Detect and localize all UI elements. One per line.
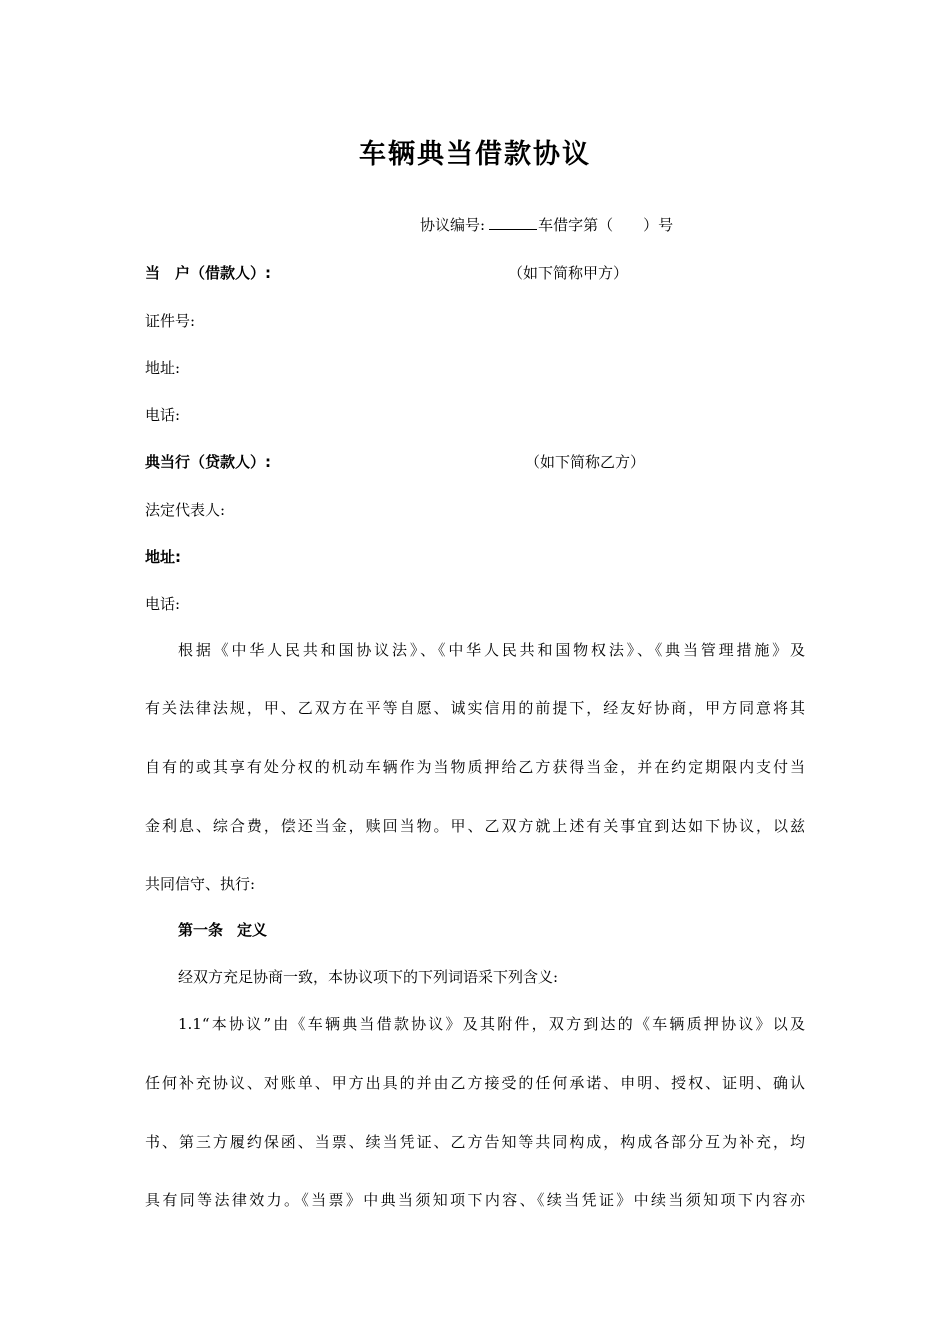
pawner-note: （如下简称甲方） — [508, 264, 629, 282]
preamble-line: 有关法律法规，甲、乙双方在平等自愿、诚实信用的前提下，经友好协商，甲方同意将其 — [145, 699, 805, 717]
pawner-address-label: 地址: — [145, 359, 181, 377]
clause-1-1-line: 书、第三方履约保函、当票、续当凭证、乙方告知等共同构成，构成各部分互为补充，均 — [145, 1133, 805, 1151]
pawnshop-rep-label: 法定代表人: — [145, 501, 226, 519]
preamble-line: 根据《中华人民共和国协议法》、《中华人民共和国物权法》、《典当管理措施》及 — [178, 641, 805, 659]
clause-1-1-line: 具有同等法律效力。《当票》中典当须知项下内容、《续当凭证》中续当须知项下内容亦 — [145, 1191, 805, 1209]
agreement-number — [420, 214, 673, 235]
pawnshop-phone-label: 电话: — [145, 595, 181, 613]
pawner-label: 当 户（借款人）: — [145, 264, 271, 282]
article-1-number: 第一条 — [178, 921, 224, 939]
article-1-intro: 经双方充足协商一致，本协议项下的下列词语采下列含义: — [178, 968, 559, 986]
preamble-line: 共同信守、执行: — [145, 875, 256, 893]
preamble-line: 金利息、综合费，偿还当金，赎回当物。甲、乙双方就上述有关事宜到达如下协议，以兹 — [145, 817, 805, 835]
agreement-number-blank — [489, 215, 537, 230]
pawner-phone-label: 电话: — [145, 406, 181, 424]
pawner-id-label: 证件号: — [145, 312, 196, 330]
pawnshop-address-label: 地址: — [145, 548, 181, 566]
article-1-heading — [178, 919, 267, 940]
pawnshop-note: （如下简称乙方） — [525, 453, 646, 471]
document-title: 车辆典当借款协议 — [359, 139, 591, 170]
agreement-number-label: 协议编号: — [420, 216, 486, 234]
preamble-line: 自有的或其享有处分权的机动车辆作为当物质押给乙方获得当金，并在约定期限内支付当 — [145, 758, 805, 776]
article-1-title: 定义 — [237, 921, 268, 939]
pawnshop-label: 典当行（贷款人）: — [145, 453, 271, 471]
agreement-number-suffix: 车借字第（ ）号 — [538, 216, 674, 234]
clause-1-1-line: 任何补充协议、对账单、甲方出具的并由乙方接受的任何承诺、申明、授权、证明、确认 — [145, 1074, 805, 1092]
clause-1-1-line: 1.1“本协议”由《车辆典当借款协议》及其附件，双方到达的《车辆质押协议》以及 — [178, 1015, 805, 1033]
